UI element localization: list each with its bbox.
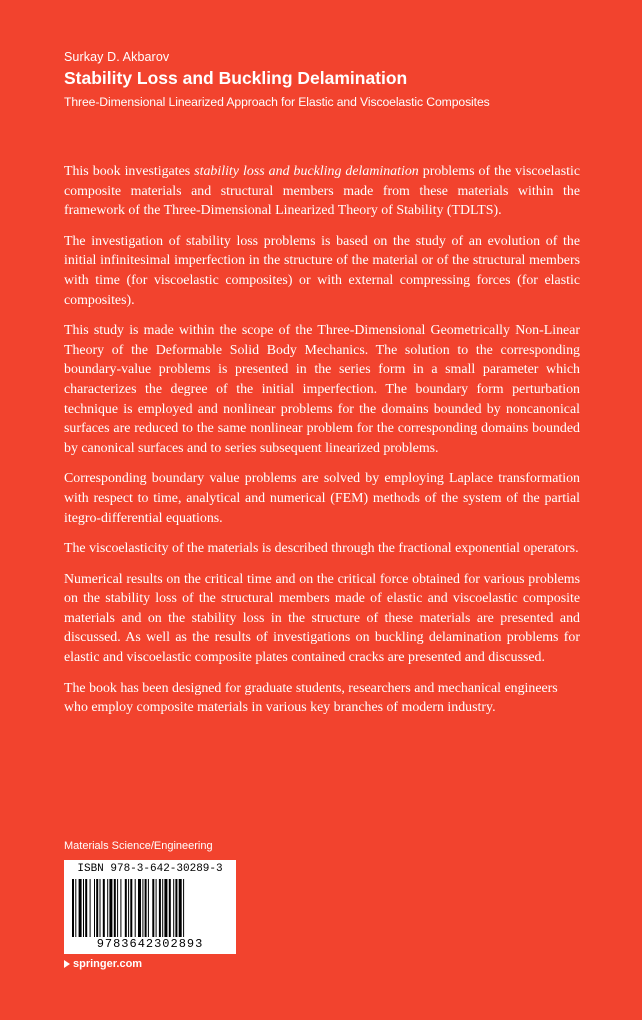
barcode-bars (72, 879, 228, 937)
book-title: Stability Loss and Buckling Delamination (64, 68, 408, 88)
author-name: Surkay D. Akbarov (64, 50, 170, 64)
paragraph-2: The investigation of stability loss problems is based on the study of an evolution of the initial infinitesimal imperfection in the structure of the material or of the structural members with time (for viscoelastic composites) or with external compressing forces (for elastic composites). (64, 233, 580, 308)
isbn-label: ISBN 978-3-642-30289-3 (77, 863, 223, 875)
arrow-icon (64, 960, 70, 968)
p1-text-start: This book investigates (64, 164, 195, 179)
book-subtitle: Three-Dimensional Linearized Approach for Elastic and Viscoelastic Composites (64, 95, 490, 109)
paragraph-6: Numerical results on the critical time and on the critical force obtained for various problems on the stability loss of the structural members made of elastic and viscoelastic composite materials and on the stability loss in the structure of these materials are presented and discussed. As well as the results of investigations on buckling delamination problems for elastic and viscoelastic composite plates contained cracks are presented and discussed. (64, 571, 580, 666)
p1-text-end: problems of the viscoelastic composite materials and structural members made from these materials within the framework of the Three-Dimensional Linearized Theory of Stability (TDLTS). (64, 164, 580, 219)
publisher-link[interactable] (64, 958, 142, 970)
description-body (64, 162, 580, 729)
paragraph-1 (64, 162, 580, 221)
paragraph-7: The book has been designed for graduate students, researchers and mechanical engineers who employ composite materials in various key branches of modern industry. (64, 680, 558, 716)
p1-emphasis: stability loss and buckling delamination (194, 164, 419, 179)
subject-category: Materials Science/Engineering (64, 840, 213, 852)
barcode-box (64, 860, 236, 954)
paragraph-4: Corresponding boundary value problems are solved by employing Laplace transformation with respect to time, analytical and numerical (FEM) methods of the system of the partial itegro-differential equations. (64, 471, 580, 526)
paragraph-5: The viscoelasticity of the materials is described through the fractional exponential operators. (64, 541, 579, 557)
publisher-url: springer.com (73, 958, 143, 970)
barcode-digits: 9783642302893 (96, 937, 204, 951)
paragraph-3: This study is made within the scope of the Three-Dimensional Geometrically Non-Linear Theory of the Deformable Solid Body Mechanics. The solution to the corresponding boundary-value problems is presented in the series form in a small parameter which characterizes the degree of the initial imperfection. The boundary form perturbation technique is employed and nonlinear problems for the domains bounded by noncanonical surfaces are reduced to the same nonlinear problem for the corresponding domains bounded by canonical surfaces and to series subsequent linearized problems. (64, 323, 580, 456)
